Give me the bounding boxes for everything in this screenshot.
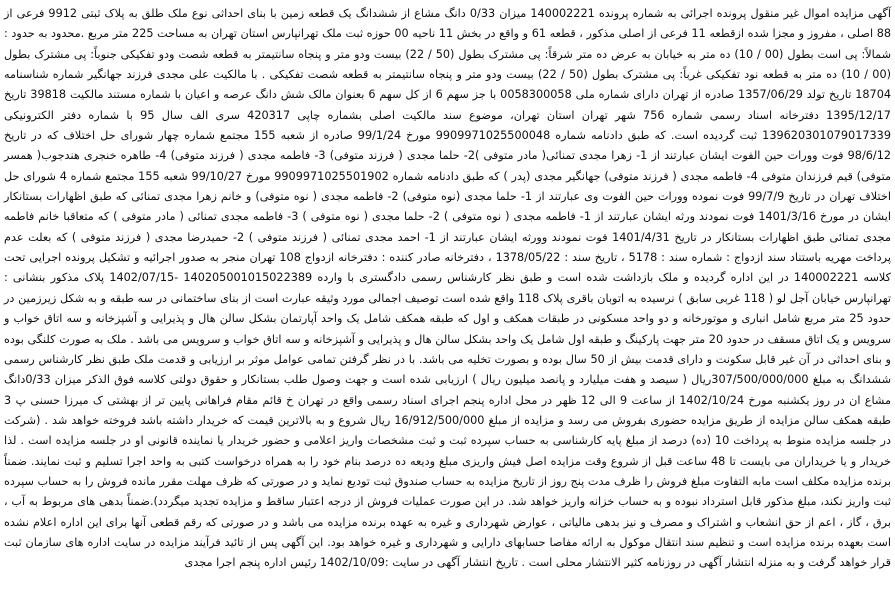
auction-notice-text: آگهی مزایده اموال غیر منقول پرونده اجرائی به شماره پرونده 140002221 میزان 0/33 دانگ مشاع از ششدانگ یک قطعه زمین با بنای احداثی نوع ملک طلق به پلاک ثبتی 9912 فرعی از 88 اصلی ، مفروز و مجزا شده ازقطعه 11 فرعی از اصلی مذکور ، قطعه 61 و واقع در بخش 11 ناحیه 00 حوزه ثبت ملک تهرانپارس استان تهران به مساحت 225 متر مربع .محدود به حدود : شمالاً: پی است بطول (00 / 10) ده متر به خیابان به عرض ده متر شرقاً: پی مشترک بطول (50 / 22) بیست ودو متر و پنجاه سانتیمتر به قطعه شصت ودو تفکیکی جنوباً: پی مشترک بطول (00 / 10) ده متر به قطعه نود تفکیکی غرباً: پی مشترک بطول (50 / 22) بیست ودو متر و پنجاه سانتیمتر به قطعه شصت تفکیکی . با مالکیت علی مجدی فرزند جهانگیر شماره شناسنامه 18704 تاریخ تولد 1357/06/29 صادره از تهران دارای شماره ملی 0058300058 با جز سهم 6 از کل سهم 6 بعنوان مالک شش دانگ عرصه و اعیان با شماره مستند مالکیت 39818 تاریخ 1395/12/17 دفترخانه اسناد رسمی شماره 756 شهر تهران استان تهران، موضوع سند مالکیت اصلی بشماره چاپی 420317 سری الف سال 95 با شماره دفتر الکترونیکی 139620301079017339 ثبت گردیده است. که طبق دادنامه شماره 9909971025500048 مورخ 99/1/24 صادره از شعبه 155 مجتمع شماره چهار شورای حل اختلاف که در تاریخ 98/6/12 فوت وورات حین الفوت ایشان عبارتند از 1- زهرا مجدی تمنائی( مادر متوفی )2- حلما مجدی ( فرزند متوفی) 3- فاطمه مجدی ( فرزند متوفی) 4- طاهره خنجری هندجوب( همسر متوفی) قیم فرزندان متوفی 4- فاطمه مجدی ( فرزند متوفی) جهانگیر مجدی (پدر ) که طبق دادنامه شماره 9909971025501902 مورخ 99/10/27 شعبه 155 مجتمع شماره 4 شورای حل اختلاف تهران در تاریخ 99/7/9 فوت نموده وورات حین الفوت وی عبارتند از 1- حلما مجدی (نوه متوفی) 2- فاطمه مجدی ( نوه متوفی) و خانم زهرا مجدی تمنائی که طبق اظهارات بستانکار ایشان در مورخ 1401/3/16 فوت نمودند ورثه ایشان عبارتند از 1- فاطمه مجدی ( نوه متوفی ) 2- حلما مجدی ( نوه متوفی ) 3- فاطمه مجدی تمنائی ( مادر متوفی ) که متعاقبا خانم فاطمه مجدی تمنائی طبق اظهارات بستانکار در تاریخ 1401/4/31 فوت نمودند وورثه ایشان عبارتند از 1- احمد مجدی تمنائی ( فرزند متوفی ) 2- حمیدرضا مجدی ( فرزند متوفی ) که بعلت عدم پرداخت مهریه باستناد سند ازدواج : شماره سند : 5178 ، تاریخ سند : 1378/05/22 ، دفترخانه صادر کننده : دفترخانه ازدواج 108 تهران منجر به صدور اجرائیه و تشکیل پرونده اجرایی تحت کلاسه 140002221 در این اداره گردیده و ملک بازداشت شده است و طبق نظر کارشناس رسمی دادگستری با وارده 140205001015022389 -1402/07/15 پلاک مذکور بنشانی : تهرانپارس خیابان آجل لو ( 118 غربی سابق ) نرسیده به اتوبان باقری پلاک 118 واقع شده است توصیف اجمالی مورد وثیقه عبارت است از بنای ساختمانی در سه طبقه و به شکل زیرزمین در حدود 25 متر مربع شامل انباری و موتورخانه و دو واحد مسکونی در طبقات همکف و اول که طبقه همکف شامل یک واحد آپارتمان بشکل سالن هال و پذیرایی و آشپزخانه و سه اتاق خواب و سرویس و یک اتاق مسقف در حدود 20 متر جهت پارکینگ و طبقه اول شامل یک واحد بشکل سالن هال و پذیرایی و آشپزخانه و سه اتاق خواب و سرویس می باشد . ملک به صورت کلنگی بوده و بنای احداثی در آن غیر قابل سکونت و دارای قدمت بیش از 50 سال بوده و بصورت تخلیه می باشد. با در نظر گرفتن تمامی عوامل موثر بر ارزیابی و قدمت ملک طبق نظر کارشناس رسمی ششدانگ به مبلغ 307/500/000/000ریال ( سیصد و هفت میلیارد و پانصد میلیون ریال ) ارزیابی شده است و جهت وصول طلب بستانکار و حقوق دولتی کلاسه فوق الذکر میزان 0/33دانگ مشاع ان در روز یکشنبه مورخ 1402/10/24 از ساعت 9 الی 12 ظهر در محل اداره پنجم اجرای اسناد رسمی واقع در تهران خ قائم مقام فراهانی پایین تر از بهشتی ک میرزا حسنی پ 3 طبقه همکف سالن مزایده از طریق مزایده حضوری بفروش می رسد و مزایده از مبلغ 16/912/500/000 ریال شروع و به بالاترین قیمت که خریدار داشته باشد فروخته خواهد شد . (شرکت در جلسه مزایده منوط به پرداخت 10 (ده) درصد از مبلغ پایه کارشناسی به حساب سپرده ثبت و ثبت مشخصات واریز اعلامی و حضور خریدار یا نماینده قانونی او در جلسه مزایده است . لذا خریدار و یا خریداران می بایست تا 48 ساعت قبل از شروع وقت مزایده اصل فیش واریزی مبلغ ودیعه ده درصد بنام خود را به همراه درخواست کتبی به واحد اجرا تسلیم و ثبت نمایند. ضمناً برنده مزایده مکلف است مابه التفاوت مبلغ فروش را ظرف مدت پنج روز از تاریخ مزایده به حساب صندوق ثبت تودیع نماید و در صورتی که ظرف مهلت مقرر مانده فروش را به حساب سپرده ثبت واریز نکند، مبلغ مذکور قابل استرداد نبوده و به حساب خزانه واریز خواهد شد. در این صورت عملیات فروش از درجه اعتبار ساقط و مزایده تجدید میگردد).ضمناً بدهی های مربوط به آب ، برق ، گاز ، اعم از حق انشعاب و اشتراک و مصرف و نیز بدهی مالیاتی ، عوارض شهرداری و غیره به عهده برنده مزایده می باشد و در صورتی که رقم قطعی آنها برای این اداره اعلام نشده است بعهده برنده مزایده است و تنظیم سند انتقال موکول به ارائه مفاصا حسابهای دارایی و شهرداری و غیره خواهد بود. این آگهی پس از تائید فرآیند مزایده در سایت اداره های سازمان ثبت قرار خواهد گرفت و به منزله انتشار آگهی در روزنامه کثیر الانتشار محلی است . تاریخ انتشار آگهی در سایت :1402/10/09 رئیس اداره پنجم اجرا مجدی <box>4 7 892 570</box>
